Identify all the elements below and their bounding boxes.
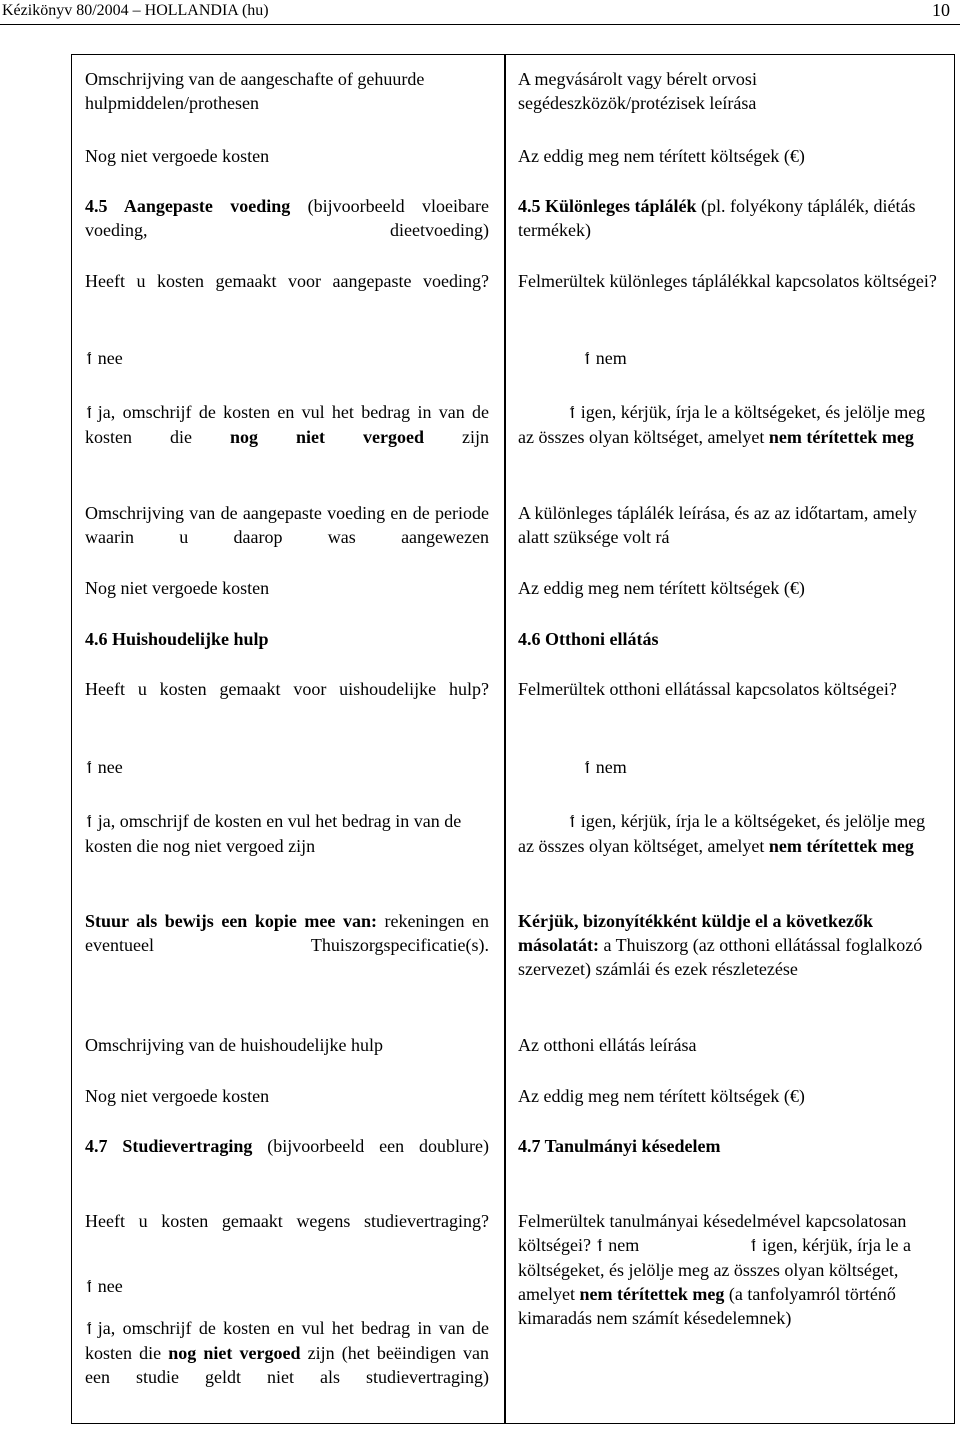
option-label: ja, omschrijf de kosten en vul het bedrag in van de kosten die xyxy=(85,1318,489,1363)
hu-diet-description-label: A különleges táplálék leírása, és az az időtartam, amely alatt szüksége volt rá xyxy=(518,503,917,547)
hu-diet-question: Felmerültek különleges táplálékkal kapcsolatos költségei? xyxy=(518,271,937,291)
nl-section-4-5-note: (bijvoorbeeld vloeibare voeding, dieetvoeding) xyxy=(85,196,489,240)
nl-section-4-7-heading xyxy=(85,1134,489,1158)
nl-section-4-5-heading xyxy=(85,194,489,242)
hu-home-care-question: Felmerültek otthoni ellátással kapcsolatos költségei? xyxy=(518,679,897,699)
nl-diet-option-no[interactable] xyxy=(85,346,489,371)
proof-instructions-emphasis: Stuur als bewijs een kopie mee van: xyxy=(85,911,377,931)
nl-household-option-no[interactable] xyxy=(85,755,489,780)
checkbox-icon[interactable]: ٲ xyxy=(583,759,592,777)
proof-instructions-emphasis: Kérjük, bizonyítékként küldje el a következők másolatát: xyxy=(518,911,874,955)
nl-household-question: Heeft u kosten gemaakt voor uishoudelijke hulp? xyxy=(85,679,489,699)
hu-unreimbursed-costs-label-1: Az eddig meg nem térített költségek (€) xyxy=(518,146,805,166)
option-label: nem xyxy=(595,348,627,368)
nl-household-description-label: Omschrijving van de huishoudelijke hulp xyxy=(85,1035,383,1055)
proof-instructions-text: rekeningen en eventueel Thuiszorgspecificatie(s). xyxy=(85,911,489,955)
proof-instructions-text: a Thuiszorg (az otthoni ellátással foglalkozó szervezet) számlái és ezek részletezése xyxy=(518,935,923,979)
hu-home-care-description-label: Az otthoni ellátás leírása xyxy=(518,1035,697,1055)
nl-proof-instructions xyxy=(85,909,489,957)
nl-section-4-6-heading: 4.6 Huishoudelijke hulp xyxy=(85,629,269,649)
header-rule xyxy=(0,24,960,25)
nl-study-option-no[interactable] xyxy=(85,1274,489,1299)
option-yes-emphasis: nem térítettek meg xyxy=(579,1284,725,1304)
option-label: nee xyxy=(97,348,123,368)
nl-section-4-7-note: (bijvoorbeeld een doublure) xyxy=(252,1136,489,1156)
checkbox-icon[interactable]: ٲ xyxy=(583,350,592,368)
checkbox-icon[interactable]: ٲ xyxy=(568,404,577,422)
checkbox-icon[interactable]: ٲ xyxy=(85,759,94,777)
nl-unreimbursed-costs-label-3: Nog niet vergoede kosten xyxy=(85,1086,270,1106)
nl-study-option-yes[interactable] xyxy=(85,1316,489,1389)
hu-unreimbursed-costs-label-2: Az eddig meg nem térített költségek (€) xyxy=(518,578,805,598)
hu-section-4-5-title: 4.5 Különleges táplálék xyxy=(518,196,697,216)
option-label-end: zijn xyxy=(424,427,489,447)
option-label-end: zijn (het beëindigen van een studie geldt niet als studievertraging) xyxy=(85,1343,490,1387)
option-label: igen, kérjük, írja le a költségeket, és jelölje meg az összes olyan költséget, amelyet xyxy=(518,402,926,447)
checkbox-icon[interactable]: ٲ xyxy=(85,404,94,422)
hu-aids-description-label: A megvásárolt vagy bérelt orvosi segédeszközök/protézisek leírása xyxy=(518,69,757,113)
nl-aids-description-label: Omschrijving van de aangeschafte of gehuurde hulpmiddelen/prothesen xyxy=(85,69,425,113)
option-label-emphasis: nog niet vergoed xyxy=(168,1343,301,1363)
checkbox-icon[interactable]: ٲ xyxy=(85,813,94,831)
checkbox-icon[interactable]: ٲ xyxy=(749,1237,759,1255)
option-label-emphasis: nem térítettek meg xyxy=(768,427,914,447)
option-label: nem xyxy=(595,757,627,777)
nl-household-option-yes[interactable] xyxy=(85,809,489,858)
nl-diet-option-yes[interactable] xyxy=(85,400,489,449)
nl-unreimbursed-costs-label-2: Nog niet vergoede kosten xyxy=(85,578,270,598)
page-number: 10 xyxy=(932,0,950,20)
option-label: nee xyxy=(97,1276,123,1296)
option-no-label: nem xyxy=(608,1235,640,1255)
hu-diet-option-yes[interactable] xyxy=(518,400,938,449)
option-yes-note: (a tanfolyamról történő kimaradás nem számít késedelemnek) xyxy=(518,1284,896,1328)
option-label: igen, kérjük, írja le a költségeket, és jelölje meg az összes olyan költséget, amelyet xyxy=(518,811,926,856)
nl-study-question: Heeft u kosten gemaakt wegens studievertraging? xyxy=(85,1211,489,1231)
hu-section-4-7-heading: 4.7 Tanulmányi késedelem xyxy=(518,1136,721,1156)
option-label: nee xyxy=(97,757,123,777)
option-yes-text: kérjük, írja le a költségeket, és jelölje meg az összes olyan költséget, amelyet xyxy=(518,1235,912,1304)
hu-section-4-5-note: (pl. folyékony táplálék, diétás termékek) xyxy=(518,196,916,240)
option-label: ja, omschrijf de kosten en vul het bedrag in van de kosten die nog niet vergoed zijn xyxy=(85,811,462,856)
option-label-emphasis: nem térítettek meg xyxy=(768,836,914,856)
checkbox-icon[interactable]: ٲ xyxy=(568,813,577,831)
option-label: ja, omschrijf de kosten en vul het bedrag in van de kosten die xyxy=(85,402,489,447)
option-label-emphasis: nog niet vergoed xyxy=(230,427,424,447)
hu-section-4-5-heading xyxy=(518,194,938,242)
hu-unreimbursed-costs-label-3: Az eddig meg nem térített költségek (€) xyxy=(518,1086,805,1106)
checkbox-icon[interactable]: ٲ xyxy=(85,1320,94,1338)
hu-study-question xyxy=(518,1209,938,1330)
option-yes-label: igen, xyxy=(762,1235,798,1255)
question-text: Felmerültek tanulmányai késedelmével kapcsolatosan költségei? xyxy=(518,1211,907,1255)
nl-diet-description-label: Omschrijving van de aangepaste voeding en de periode waarin u daarop was aangewezen xyxy=(85,503,489,547)
hu-section-4-6-heading: 4.6 Otthoni ellátás xyxy=(518,629,659,649)
hu-proof-instructions xyxy=(518,909,938,981)
hu-diet-option-no[interactable] xyxy=(583,346,883,371)
hu-home-care-option-yes[interactable] xyxy=(518,809,938,858)
nl-section-4-7-title: 4.7 Studievertraging xyxy=(85,1136,253,1156)
nl-diet-question: Heeft u kosten gemaakt voor aangepaste voeding? xyxy=(85,271,489,291)
checkbox-icon[interactable]: ٲ xyxy=(595,1237,605,1255)
nl-section-4-5-title: 4.5 Aangepaste voeding xyxy=(85,196,291,216)
hu-home-care-option-no[interactable] xyxy=(583,755,883,780)
page-header xyxy=(0,0,960,22)
checkbox-icon[interactable]: ٲ xyxy=(85,1278,94,1296)
checkbox-icon[interactable]: ٲ xyxy=(85,350,94,368)
nl-unreimbursed-costs-label-1: Nog niet vergoede kosten xyxy=(85,146,270,166)
header-title: Kézikönyv 80/2004 – HOLLANDIA (hu) xyxy=(2,2,269,19)
